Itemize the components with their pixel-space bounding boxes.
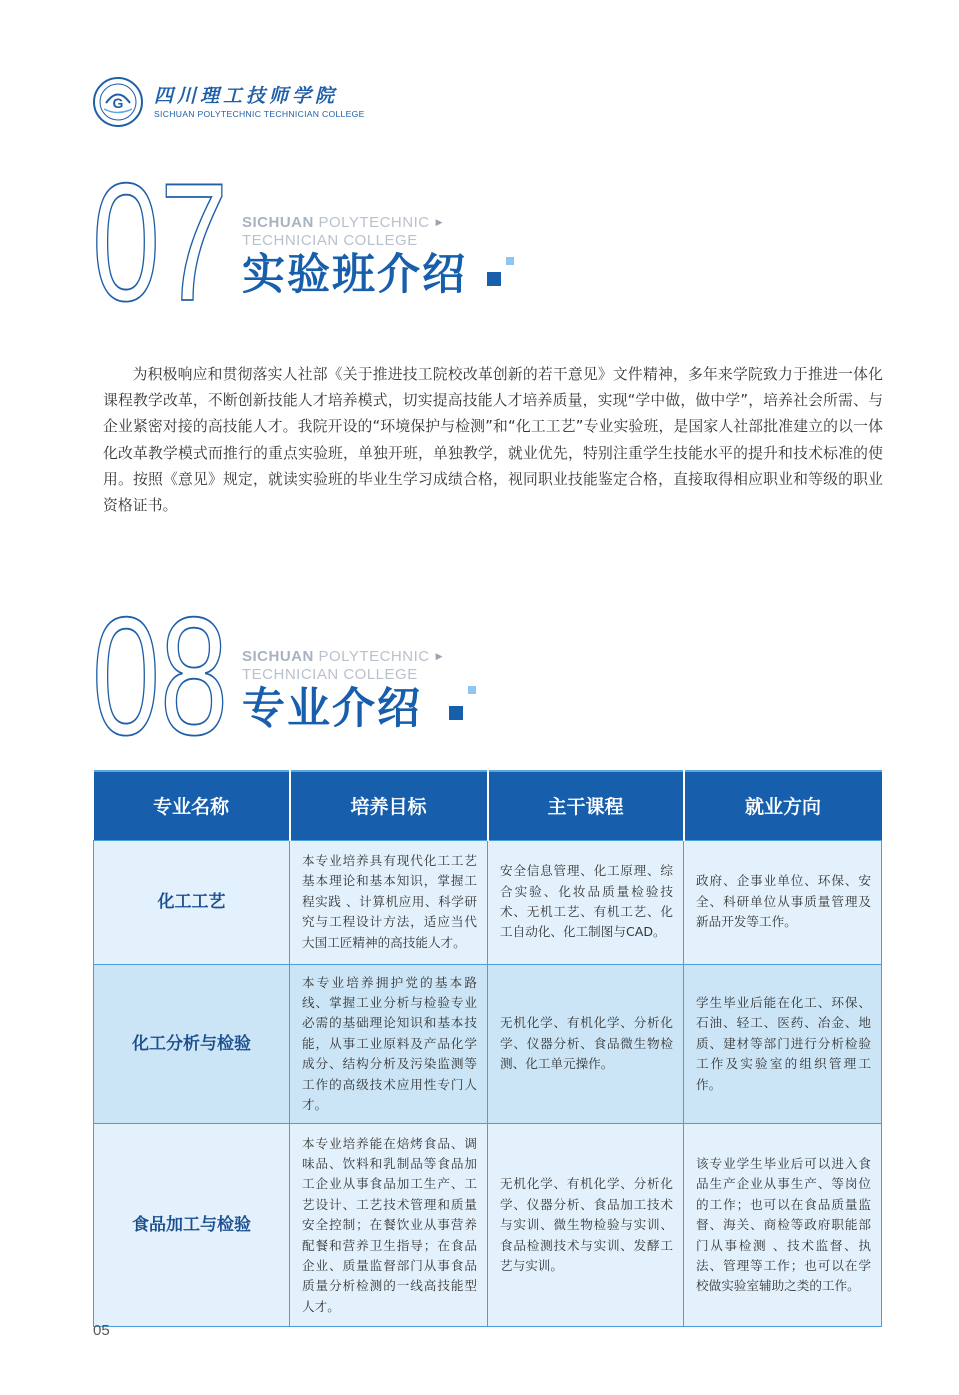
section-number-08 [92, 614, 232, 744]
intro-paragraph: 为积极响应和贯彻落实人社部《关于推进技工院校改革创新的若干意见》文件精神，多年来学院致力于推进一体化课程教学改革，不断创新技能人才培养模式，切实提高技能人才培养质量，实现“学中做，做中学”，培养社会所需、与企业紧密对接的高技能人才。我院开设的“环境保护与检测”和“化工工艺”专业实验班，是国家人社部批准建立的以一体化改革教学模式而推行的重点实验班，单独开班，单独教学，就业优先，特别注重学生技能水平的提升和技术标准的使用。按照《意见》规定，就读实验班的毕业生学习成绩合格，视同职业技能鉴定合格，直接取得相应职业和等级的职业资格证书。 [103, 366, 883, 515]
section-number-07 [92, 180, 232, 310]
decor-square-light [468, 686, 476, 694]
svg-text:08: 08 [92, 614, 228, 744]
section-08-header [92, 614, 552, 754]
decor-square-light [506, 257, 514, 265]
training-goal: 本专业培养具有现代化工工艺基本理论和基本知识，掌握工程实践 、计算机应用、科学研究与工程设计方法，适应当代大国工匠精神的高技能人才。 [290, 840, 488, 964]
section-07-english-line2: TECHNICIAN COLLEGE [242, 232, 418, 249]
core-courses: 无机化学、有机化学、分析化学、仪器分析、食品微生物检测、化工单元操作。 [488, 964, 684, 1124]
section-08-english-line2: TECHNICIAN COLLEGE [242, 666, 418, 683]
decor-square-dark [487, 272, 501, 286]
college-logo [92, 76, 365, 128]
section-08-english-line1: SICHUAN POLYTECHNIC ▶ [242, 648, 444, 665]
major-name: 食品加工与检验 [94, 1124, 290, 1327]
header-core-courses: 主干课程 [488, 771, 684, 840]
core-courses: 安全信息管理、化工原理、综合实验、化妆品质量检验技术、无机工艺、有机工艺、化工自动化、化工制图与CAD。 [488, 840, 684, 964]
major-name: 化工工艺 [94, 840, 290, 964]
college-seal-icon [92, 76, 144, 128]
decor-square-dark [449, 706, 463, 720]
section-07-english-line1: SICHUAN POLYTECHNIC ▶ [242, 214, 444, 231]
career-direction: 学生毕业后能在化工、环保、石油、轻工、医药、冶金、地质、建材等部门进行分析检验工作及实验室的组织管理工作。 [684, 964, 882, 1124]
table-row [94, 964, 882, 1124]
table-row [94, 1124, 882, 1327]
section-08-title: 专业介绍 [242, 684, 422, 734]
college-name-cn: 四川理工技师学院 [154, 85, 339, 107]
svg-text:G: G [112, 95, 124, 111]
svg-text:07: 07 [92, 180, 228, 310]
training-goal: 本专业培养能在焙烤食品、调味品、饮料和乳制品等食品加工企业从事食品加工生产、工艺设计、工艺技术管理和质量安全控制；在餐饮业从事营养配餐和营养卫生指导；在食品企业、质量监督部门从事食品质量分析检测的一线高技能型人才。 [290, 1124, 488, 1327]
header-major-name: 专业名称 [94, 771, 290, 840]
page-number: 05 [93, 1322, 110, 1339]
section-07-title: 实验班介绍 [242, 250, 467, 300]
career-direction: 该专业学生毕业后可以进入食品生产企业从事生产、等岗位的工作；也可以在食品质量监督、海关、商检等政府职能部门从事检测 、技术监督、执法、管理等工作；也可以在学校做实验室辅助之类的工作。 [684, 1124, 882, 1327]
major-name: 化工分析与检验 [94, 964, 290, 1124]
majors-table [93, 770, 882, 1327]
table-header-row [94, 771, 882, 840]
college-name-en: SICHUAN POLYTECHNIC TECHNICIAN COLLEGE [154, 109, 365, 119]
career-direction: 政府、企事业单位、环保、安全、科研单位从事质量管理及新品开发等工作。 [684, 840, 882, 964]
core-courses: 无机化学、有机化学、分析化学、仪器分析、食品加工技术与实训、微生物检验与实训、食品检测技术与实训、发酵工艺与实训。 [488, 1124, 684, 1327]
table-row [94, 840, 882, 964]
header-training-goal: 培养目标 [290, 771, 488, 840]
section-07-header [92, 180, 552, 320]
header-career-direction: 就业方向 [684, 771, 882, 840]
training-goal: 本专业培养拥护党的基本路线、掌握工业分析与检验专业必需的基础理论知识和基本技能，从事工业原料及产品化学成分、结构分析及污染监测等工作的高级技术应用性专门人才。 [290, 964, 488, 1124]
